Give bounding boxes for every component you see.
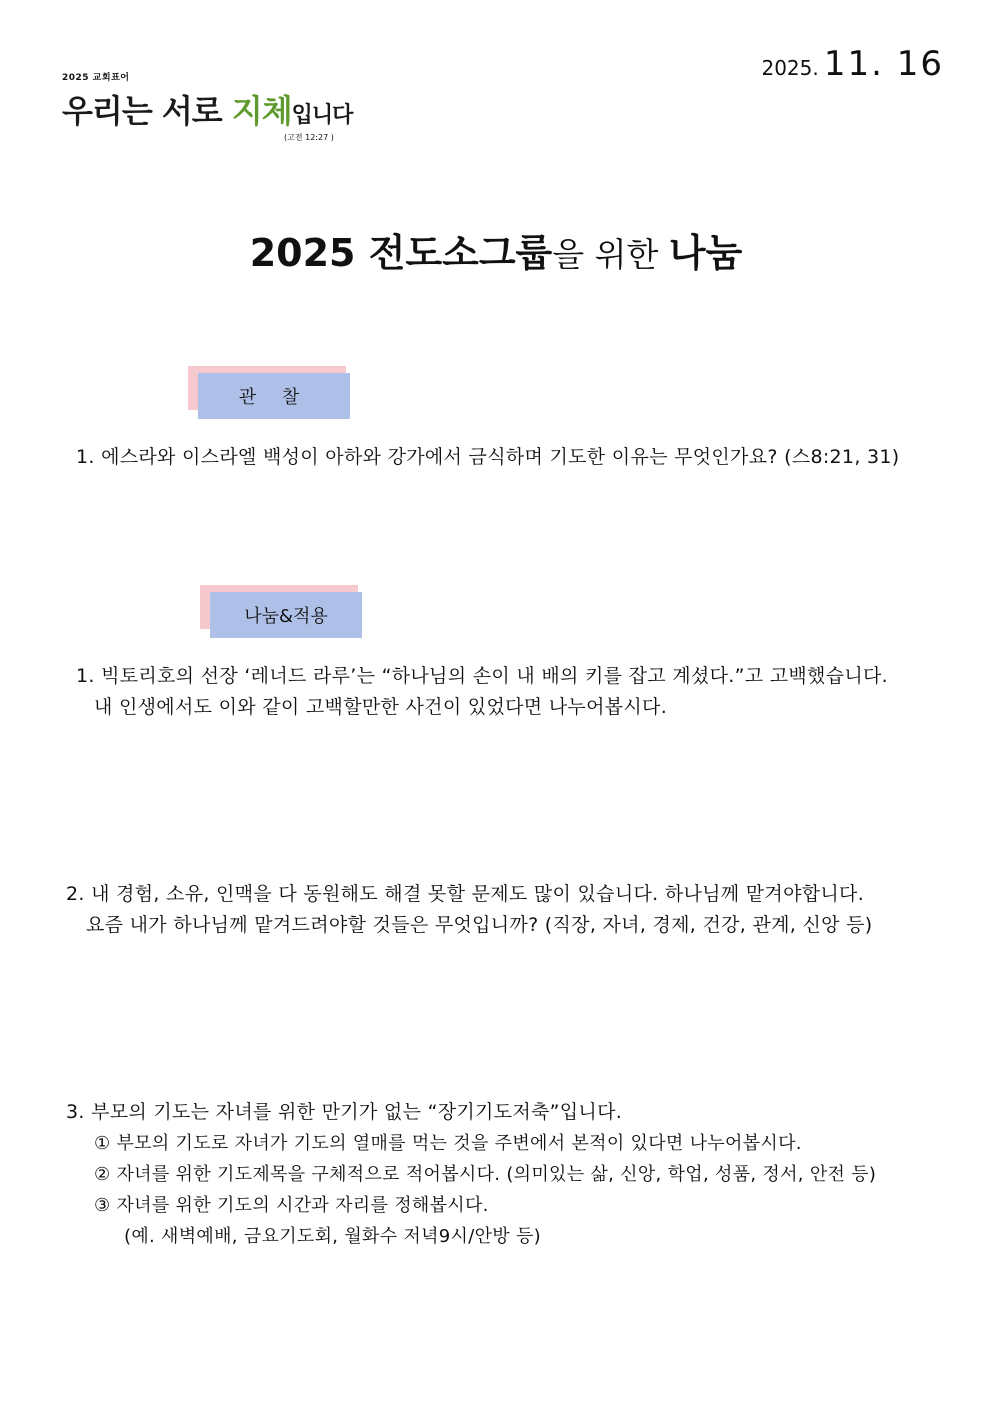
sharing-question-2-line1: 2. 내 경험, 소유, 인맥을 다 동원해도 해결 못할 문제도 많이 있습니다. 하나님께 맡겨야합니다. [66,883,865,905]
title-part3: 나눔 [668,231,743,275]
tab-label-sharing: 나눔&적용 [210,592,362,638]
sharing-question-3-sub1: ① 부모의 기도로 자녀가 기도의 열매를 먹는 것을 주변에서 본적이 있다면 나누어봅시다. [94,1133,802,1154]
date-year: 2025. [761,56,819,80]
church-motto-logo [62,70,362,150]
sharing-question-3-line1: 3. 부모의 기도는 자녀를 위한 만기가 없는 “장기기도저축”입니다. [66,1101,623,1123]
sharing-question-3-example: (예. 새벽예배, 금요기도회, 월화수 저녁9시/안방 등) [124,1226,542,1247]
logo-year-label: 2025 교회표어 [62,73,130,83]
page-title [0,222,992,277]
logo-scripture-ref: (고전 12:27 ) [284,133,334,142]
section-tab-sharing [200,585,352,633]
sharing-question-3 [66,1097,876,1252]
section-tab-observation [188,366,340,414]
logo-motto [62,86,352,132]
logo-motto-part2: 지체 [231,92,292,130]
tab-label-observation: 관 찰 [198,373,350,419]
logo-motto-part1: 우리는 서로 [62,92,232,130]
title-part1: 2025 전도소그룹 [249,231,553,275]
document-date [761,44,944,84]
sharing-question-3-sub3: ③ 자녀를 위한 기도의 시간과 자리를 정해봅시다. [94,1195,489,1216]
sharing-question-1 [76,661,888,723]
logo-motto-part3: 입니다 [291,103,353,128]
sharing-question-2 [66,879,872,941]
observation-question-1-text: 1. 에스라와 이스라엘 백성이 아하와 강가에서 금식하며 기도한 이유는 무엇인가요? (스8:21, 31) [76,446,900,468]
observation-question-1 [76,442,900,473]
sharing-question-1-line2: 내 인생에서도 이와 같이 고백할만한 사건이 있었다면 나누어봅시다. [94,696,668,718]
title-part2: 을 위한 [552,235,669,274]
sharing-question-1-line1: 1. 빅토리호의 선장 ‘레너드 라루’는 “하나님의 손이 내 배의 키를 잡고 계셨다.”고 고백했습니다. [76,665,888,687]
sharing-question-3-sub2: ② 자녀를 위한 기도제목을 구체적으로 적어봅시다. (의미있는 삶, 신앙, 학업, 성품, 정서, 안전 등) [94,1164,877,1185]
sharing-question-2-line2: 요즘 내가 하나님께 맡겨드려야할 것들은 무엇입니까? (직장, 자녀, 경제, 건강, 관계, 신앙 등) [86,914,873,936]
date-month-day: 11. 16 [823,44,944,84]
